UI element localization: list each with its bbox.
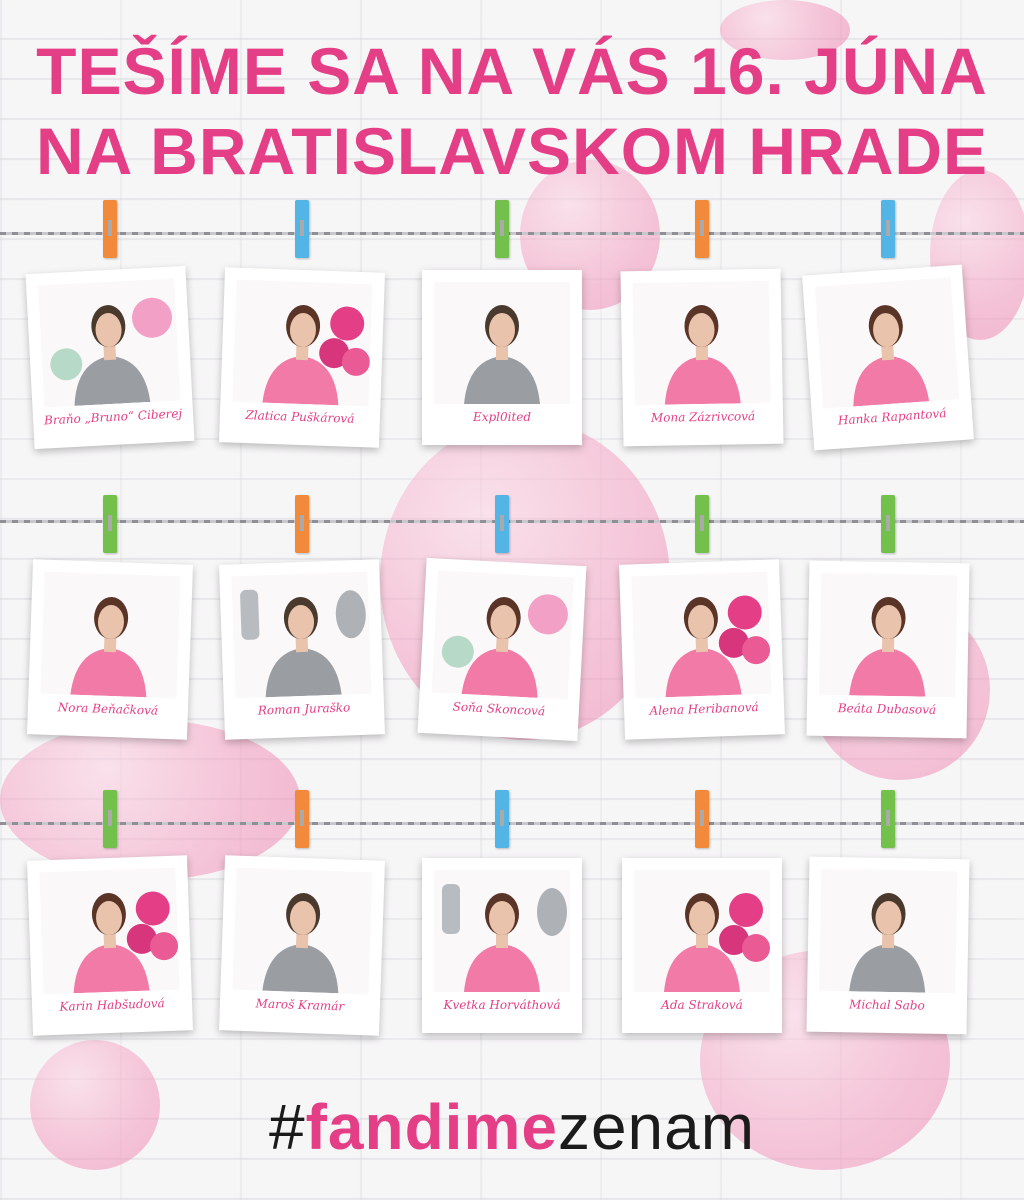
clothespin-icon [295,200,309,258]
portrait-photo [815,277,959,408]
photo-card [418,558,587,741]
portrait-photo [232,280,372,407]
hashtag-bold-part: fandime [305,1091,558,1163]
photo-card [27,559,193,739]
portrait-photo [38,279,180,408]
portrait-photo [819,573,957,697]
photo-caption: Nora Beňačková [57,700,159,718]
photo-card [219,559,385,739]
headline-line-1: TEŠÍME SA NA VÁS 16. JÚNA [36,34,988,108]
photo-card [802,265,974,451]
photo-caption: Michal Sabo [849,997,925,1013]
photo-card [619,559,785,739]
portrait-photo [39,868,179,995]
photo-card [219,267,385,447]
clothespin-icon [881,200,895,258]
photo-caption: Kvetka Horváthová [443,998,561,1012]
clothespin-icon [495,790,509,848]
headline-line-2: NA BRATISLAVSKOM HRADE [35,114,989,188]
photo-caption: Expl0ited [472,410,532,424]
photo-caption: Karin Habšudová [59,996,165,1014]
photo-caption: Hanka Rapantová [837,406,947,428]
photo-caption: Soňa Skoncová [452,699,546,719]
photo-caption: Mona Zázrivcová [650,409,756,425]
photo-card [422,270,582,445]
photo-card [26,266,195,449]
photo-card [27,855,193,1035]
photo-card [806,857,969,1035]
portrait-photo [634,870,770,992]
clothespin-icon [695,200,709,258]
portrait-photo [434,282,570,404]
portrait-photo [819,869,957,993]
clothesline [0,232,1024,235]
clothespin-icon [695,495,709,553]
photo-caption: Roman Juraško [257,700,351,718]
hashtag-light-part: zenam [557,1091,756,1163]
hashtag [0,1090,1024,1164]
photo-card [806,561,969,739]
clothespin-icon [295,495,309,553]
clothespin-icon [295,790,309,848]
portrait-photo [232,868,372,995]
clothespin-icon [695,790,709,848]
clothespin-icon [881,790,895,848]
portrait-photo [434,870,570,992]
photo-caption: Braňo „Bruno“ Ciberej [43,406,183,428]
photo-caption: Zlatica Puškárová [245,408,355,426]
photo-caption: Alena Heribanová [649,700,759,718]
portrait-photo [631,572,771,699]
clothespin-icon [881,495,895,553]
portrait-photo [40,572,180,699]
clothespin-icon [495,495,509,553]
photo-card [622,858,782,1033]
photo-card [422,858,582,1033]
photo-caption: Maroš Kramár [255,996,345,1014]
photo-caption: Ada Straková [661,998,743,1012]
photo-caption: Beáta Dubasová [837,701,937,717]
clothesline [0,822,1024,825]
clothespin-icon [103,495,117,553]
portrait-photo [231,572,371,699]
clothespin-icon [103,790,117,848]
clothespin-icon [103,200,117,258]
portrait-photo [633,281,771,405]
clothespin-icon [495,200,509,258]
hashtag-symbol: # [268,1091,306,1163]
photo-card [620,269,783,447]
photo-card [219,855,385,1035]
portrait-photo [432,571,574,700]
clothesline [0,520,1024,523]
